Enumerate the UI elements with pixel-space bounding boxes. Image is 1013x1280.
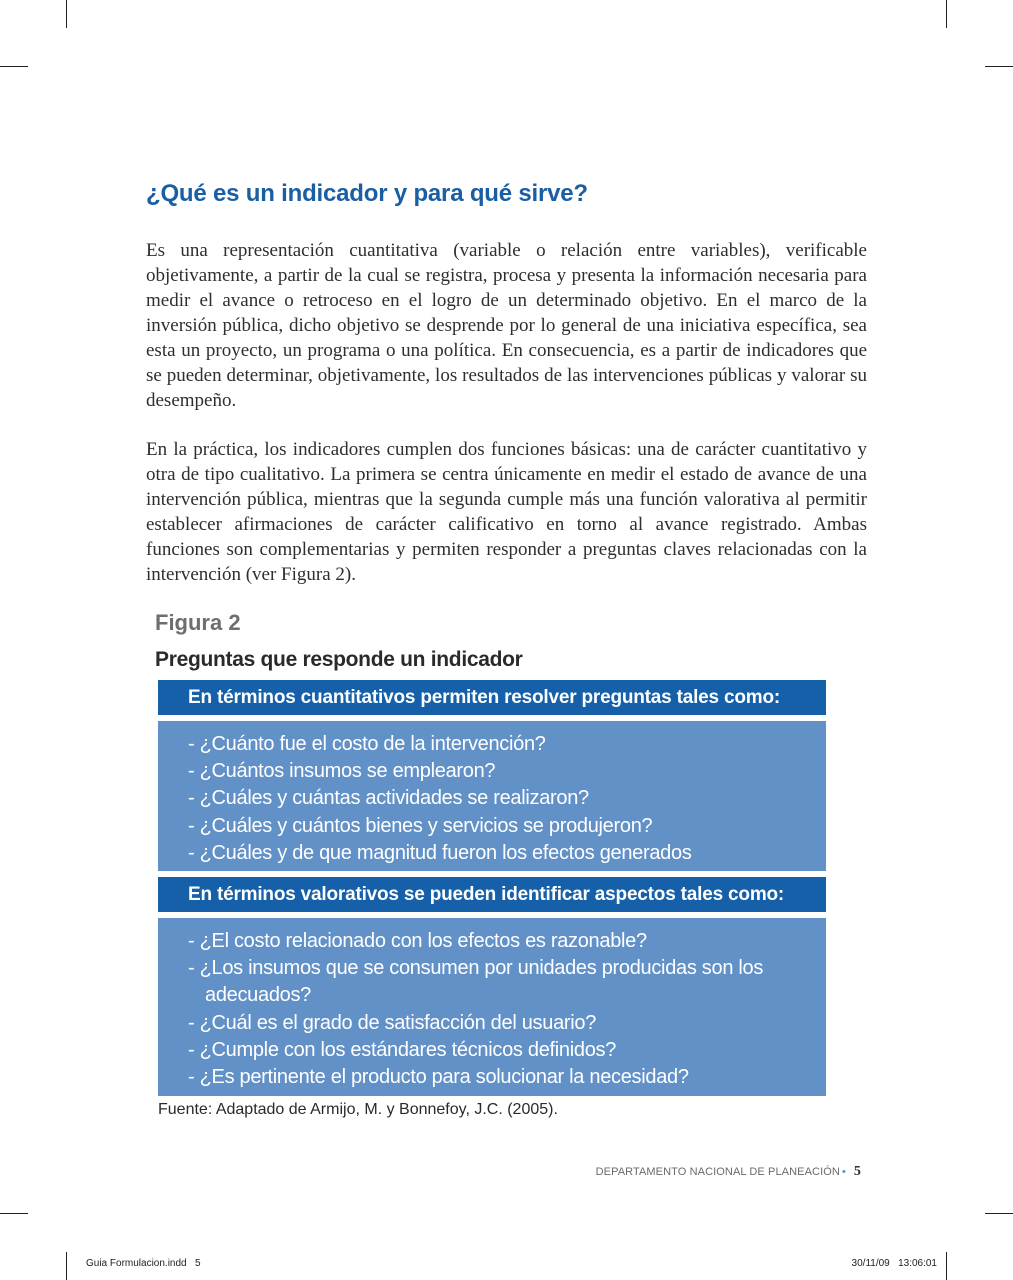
footer-separator: •	[841, 1166, 846, 1178]
crop-mark	[66, 0, 67, 28]
list-item: - ¿Los insumos que se consumen por unidades producidas son los adecuados?	[188, 957, 764, 1007]
figure-label: Figura 2	[155, 610, 241, 635]
crop-mark	[0, 66, 28, 67]
crop-mark	[0, 1213, 28, 1214]
crop-mark	[946, 1252, 947, 1280]
page-number: 5	[853, 1164, 861, 1179]
crop-mark	[946, 0, 947, 28]
list-item: - ¿El costo relacionado con los efectos es razonable?	[188, 930, 647, 952]
slug-timestamp: 30/11/09 13:06:01	[851, 1258, 937, 1269]
list-item: - ¿Cuánto fue el costo de la intervención?	[188, 733, 546, 755]
list-item: - ¿Cuáles y cuántas actividades se realizaron?	[188, 787, 589, 810]
list-item: - ¿Cuáles y de que magnitud fueron los efectos generados	[188, 841, 692, 864]
crop-mark	[985, 1213, 1013, 1214]
figure-title: Preguntas que responde un indicador	[155, 648, 523, 671]
paragraph-functions: En la práctica, los indicadores cumplen dos funciones básicas: una de carácter cuantitativo y otra de tipo cualitativo. La primera se centra únicamente en medir el estado de avance de una intervención pública, mientras que la segunda cumple más una función valorativa al permitir establecer afirmaciones de carácter calificativo en torno al avance registrado. Ambas funciones son complementarias y permiten responder a preguntas claves relacionadas con la intervención (ver Figura 2).	[146, 439, 867, 585]
list-item: - ¿Es pertinente el producto para solucionar la necesidad?	[188, 1066, 689, 1089]
crop-mark	[66, 1252, 67, 1280]
footer-organization: DEPARTAMENTO NACIONAL DE PLANEACIÓN	[595, 1166, 840, 1178]
slug-file: Guia Formulacion.indd 5	[86, 1258, 201, 1269]
page-footer	[596, 1164, 861, 1180]
quantitative-questions	[158, 721, 826, 871]
list-item: - ¿Cumple con los estándares técnicos definidos?	[188, 1038, 617, 1061]
section-heading: ¿Qué es un indicador y para qué sirve?	[146, 180, 588, 207]
list-item: - ¿Cuáles y cuántos bienes y servicios se produjeron?	[188, 814, 653, 837]
valorative-header: En términos valorativos se pueden identificar aspectos tales como:	[158, 877, 826, 912]
valorative-aspects	[158, 918, 826, 1096]
list-item: - ¿Cuántos insumos se emplearon?	[188, 760, 496, 783]
crop-mark	[985, 66, 1013, 67]
list-item: - ¿Cuál es el grado de satisfacción del usuario?	[188, 1011, 597, 1034]
quantitative-header: En términos cuantitativos permiten resolver preguntas tales como:	[158, 680, 826, 715]
figure-source: Fuente: Adaptado de Armijo, M. y Bonnefoy, J.C. (2005).	[158, 1101, 558, 1118]
paragraph-definition: Es una representación cuantitativa (variable o relación entre variables), verificable objetivamente, a partir de la cual se registra, procesa y presenta la información necesaria para medir el avance o retroceso en el logro de un determinado objetivo. En el marco de la inversión pública, dicho objetivo se desprende por lo general de una iniciativa específica, sea esta un proyecto, un programa o una política. En consecuencia, es a partir de indicadores que se pueden determinar, objetivamente, los resultados de las intervenciones públicas y valorar su desempeño.	[146, 240, 867, 411]
